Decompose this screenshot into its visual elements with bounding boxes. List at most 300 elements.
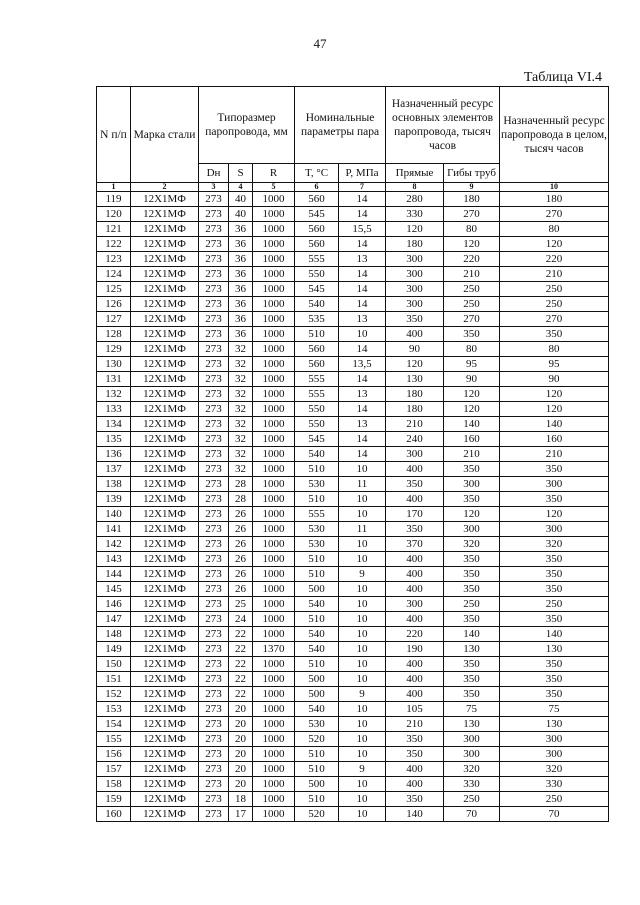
table-cell: 36: [229, 327, 253, 342]
table-cell: 560: [295, 342, 339, 357]
table-cell: 273: [199, 672, 229, 687]
table-cell: 273: [199, 582, 229, 597]
table-cell: 136: [97, 447, 131, 462]
table-cell: 1000: [253, 237, 295, 252]
table-row: [97, 507, 609, 522]
table-cell: 210: [386, 717, 444, 732]
table-row: [97, 417, 609, 432]
table-cell: 160: [444, 432, 500, 447]
table-cell: 10: [339, 672, 386, 687]
table-cell: 273: [199, 537, 229, 552]
table-row: [97, 612, 609, 627]
page-number: 47: [313, 36, 327, 51]
table-cell: 400: [386, 552, 444, 567]
table-cell: 350: [444, 567, 500, 582]
table-cell: 300: [444, 522, 500, 537]
table-row: [97, 432, 609, 447]
table-cell: 300: [386, 597, 444, 612]
table-cell: 26: [229, 582, 253, 597]
table-cell: 147: [97, 612, 131, 627]
table-cell: 273: [199, 402, 229, 417]
table-cell: 273: [199, 507, 229, 522]
table-cell: 273: [199, 687, 229, 702]
table-cell: 130: [386, 372, 444, 387]
table-cell: 120: [444, 507, 500, 522]
header-size: Типоразмер паропровода, мм: [199, 87, 295, 164]
table-cell: 555: [295, 372, 339, 387]
table-cell: 154: [97, 717, 131, 732]
table-cell: 10: [339, 627, 386, 642]
table-row: [97, 807, 609, 822]
table-cell: 540: [295, 297, 339, 312]
table-cell: 330: [500, 777, 609, 792]
table-cell: 273: [199, 627, 229, 642]
table-cell: 210: [444, 447, 500, 462]
table-cell: 120: [500, 387, 609, 402]
table-cell: 350: [386, 522, 444, 537]
table-cell: 135: [97, 432, 131, 447]
table-cell: 146: [97, 597, 131, 612]
table-cell: 157: [97, 762, 131, 777]
table-cell: 12Х1МФ: [131, 327, 199, 342]
table-cell: 350: [444, 327, 500, 342]
table-cell: 350: [444, 612, 500, 627]
table-cell: 1000: [253, 372, 295, 387]
table-cell: 530: [295, 477, 339, 492]
table-cell: 13: [339, 252, 386, 267]
table-cell: 120: [500, 237, 609, 252]
table-cell: 36: [229, 312, 253, 327]
table-cell: 10: [339, 597, 386, 612]
table-cell: 36: [229, 267, 253, 282]
table-cell: 1000: [253, 687, 295, 702]
table-cell: 350: [500, 552, 609, 567]
table-cell: 20: [229, 702, 253, 717]
table-cell: 1370: [253, 642, 295, 657]
table-cell: 14: [339, 237, 386, 252]
table-cell: 1000: [253, 567, 295, 582]
table-cell: 36: [229, 297, 253, 312]
table-cell: 20: [229, 747, 253, 762]
table-cell: 510: [295, 747, 339, 762]
table-cell: 1000: [253, 612, 295, 627]
table-cell: 220: [386, 627, 444, 642]
table-cell: 1000: [253, 207, 295, 222]
table-cell: 400: [386, 672, 444, 687]
table-cell: 10: [339, 612, 386, 627]
column-number: 8: [386, 183, 444, 192]
table-cell: 350: [386, 312, 444, 327]
table-row: [97, 777, 609, 792]
table-cell: 12Х1МФ: [131, 207, 199, 222]
table-cell: 273: [199, 252, 229, 267]
table-cell: 130: [444, 717, 500, 732]
table-cell: 273: [199, 312, 229, 327]
table-cell: 273: [199, 492, 229, 507]
table-cell: 12Х1МФ: [131, 582, 199, 597]
table-cell: 300: [500, 732, 609, 747]
table-row: [97, 492, 609, 507]
table-cell: 540: [295, 447, 339, 462]
table-cell: 32: [229, 417, 253, 432]
table-cell: 350: [444, 552, 500, 567]
table-cell: 130: [500, 642, 609, 657]
table-cell: 273: [199, 237, 229, 252]
table-cell: 12Х1МФ: [131, 792, 199, 807]
table-cell: 500: [295, 672, 339, 687]
table-cell: 545: [295, 282, 339, 297]
table-cell: 300: [500, 522, 609, 537]
table-cell: 350: [386, 732, 444, 747]
table-cell: 350: [444, 582, 500, 597]
table-row: [97, 207, 609, 222]
table-cell: 273: [199, 342, 229, 357]
table-cell: 180: [386, 402, 444, 417]
table-cell: 400: [386, 657, 444, 672]
table-cell: 500: [295, 687, 339, 702]
table-cell: 1000: [253, 192, 295, 207]
table-cell: 270: [444, 312, 500, 327]
table-cell: 12Х1МФ: [131, 312, 199, 327]
table-cell: 560: [295, 192, 339, 207]
table-cell: 140: [386, 807, 444, 822]
table-cell: 9: [339, 762, 386, 777]
table-cell: 220: [444, 252, 500, 267]
table-cell: 140: [444, 627, 500, 642]
table-cell: 132: [97, 387, 131, 402]
table-cell: 13: [339, 312, 386, 327]
table-cell: 400: [386, 612, 444, 627]
column-number: 6: [295, 183, 339, 192]
table-cell: 1000: [253, 552, 295, 567]
table-cell: 95: [500, 357, 609, 372]
table-cell: 350: [386, 792, 444, 807]
table-cell: 1000: [253, 582, 295, 597]
column-number: 1: [97, 183, 131, 192]
table-cell: 144: [97, 567, 131, 582]
table-cell: 13: [339, 387, 386, 402]
table-cell: 540: [295, 702, 339, 717]
table-cell: 1000: [253, 417, 295, 432]
table-cell: 36: [229, 252, 253, 267]
table-cell: 350: [500, 492, 609, 507]
table-cell: 10: [339, 642, 386, 657]
table-cell: 10: [339, 492, 386, 507]
table-cell: 32: [229, 447, 253, 462]
table-cell: 300: [386, 447, 444, 462]
table-cell: 530: [295, 717, 339, 732]
table-cell: 250: [500, 597, 609, 612]
table-cell: 26: [229, 537, 253, 552]
table-cell: 20: [229, 732, 253, 747]
table-cell: 273: [199, 747, 229, 762]
table-cell: 350: [444, 492, 500, 507]
table-row: [97, 462, 609, 477]
table-cell: 14: [339, 207, 386, 222]
table-cell: 300: [386, 282, 444, 297]
table-cell: 10: [339, 657, 386, 672]
table-cell: 15,5: [339, 222, 386, 237]
header-r: R: [253, 164, 295, 183]
table-row: [97, 312, 609, 327]
table-cell: 152: [97, 687, 131, 702]
table-cell: 120: [444, 402, 500, 417]
table-row: [97, 372, 609, 387]
table-cell: 145: [97, 582, 131, 597]
table-cell: 273: [199, 552, 229, 567]
table-cell: 320: [500, 537, 609, 552]
table-cell: 250: [444, 297, 500, 312]
table-cell: 12Х1МФ: [131, 372, 199, 387]
table-cell: 320: [444, 537, 500, 552]
table-cell: 250: [500, 297, 609, 312]
table-cell: 555: [295, 387, 339, 402]
table-cell: 12Х1МФ: [131, 717, 199, 732]
table-cell: 350: [500, 657, 609, 672]
table-cell: 148: [97, 627, 131, 642]
table-cell: 273: [199, 327, 229, 342]
table-cell: 130: [97, 357, 131, 372]
table-cell: 500: [295, 777, 339, 792]
table-cell: 1000: [253, 357, 295, 372]
table-cell: 123: [97, 252, 131, 267]
table-cell: 14: [339, 192, 386, 207]
column-number: 5: [253, 183, 295, 192]
table-cell: 12Х1МФ: [131, 237, 199, 252]
table-cell: 32: [229, 402, 253, 417]
table-row: [97, 747, 609, 762]
table-cell: 270: [444, 207, 500, 222]
table-cell: 535: [295, 312, 339, 327]
column-numbers-row: [97, 183, 609, 192]
table-cell: 22: [229, 672, 253, 687]
table-cell: 400: [386, 492, 444, 507]
table-cell: 510: [295, 462, 339, 477]
table-cell: 36: [229, 222, 253, 237]
table-cell: 400: [386, 327, 444, 342]
table-cell: 300: [444, 747, 500, 762]
table-row: [97, 237, 609, 252]
table-row: [97, 387, 609, 402]
table-row: [97, 342, 609, 357]
table-cell: 119: [97, 192, 131, 207]
table-cell: 22: [229, 657, 253, 672]
table-cell: 126: [97, 297, 131, 312]
table-cell: 127: [97, 312, 131, 327]
table-cell: 12Х1МФ: [131, 642, 199, 657]
table-cell: 273: [199, 372, 229, 387]
table-cell: 25: [229, 597, 253, 612]
table-cell: 273: [199, 762, 229, 777]
table-cell: 273: [199, 717, 229, 732]
table-cell: 1000: [253, 447, 295, 462]
table-cell: 12Х1МФ: [131, 807, 199, 822]
table-row: [97, 447, 609, 462]
table-cell: 210: [500, 267, 609, 282]
table-cell: 70: [500, 807, 609, 822]
table-cell: 273: [199, 612, 229, 627]
table-cell: 550: [295, 267, 339, 282]
header-p: P, МПа: [339, 164, 386, 183]
header-resource-elements: Назначенный ресурс основных элементов паропровода, тысяч часов: [386, 87, 500, 164]
table-cell: 14: [339, 402, 386, 417]
table-cell: 10: [339, 732, 386, 747]
table-cell: 273: [199, 207, 229, 222]
table-cell: 540: [295, 597, 339, 612]
table-cell: 400: [386, 462, 444, 477]
table-cell: 330: [444, 777, 500, 792]
table-cell: 1000: [253, 627, 295, 642]
table-cell: 12Х1МФ: [131, 282, 199, 297]
table-cell: 400: [386, 777, 444, 792]
table-cell: 190: [386, 642, 444, 657]
table-cell: 10: [339, 702, 386, 717]
table-cell: 1000: [253, 717, 295, 732]
table-cell: 12Х1МФ: [131, 462, 199, 477]
table-cell: 14: [339, 267, 386, 282]
table-cell: 270: [500, 207, 609, 222]
table-cell: 510: [295, 612, 339, 627]
table-row: [97, 792, 609, 807]
table-cell: 12Х1МФ: [131, 687, 199, 702]
table-cell: 122: [97, 237, 131, 252]
table-cell: 273: [199, 597, 229, 612]
table-row: [97, 597, 609, 612]
table-row: [97, 297, 609, 312]
table-row: [97, 267, 609, 282]
table-cell: 40: [229, 207, 253, 222]
table-cell: 350: [386, 477, 444, 492]
table-cell: 370: [386, 537, 444, 552]
table-cell: 273: [199, 657, 229, 672]
table-cell: 10: [339, 552, 386, 567]
table-cell: 1000: [253, 672, 295, 687]
column-number: 3: [199, 183, 229, 192]
table-cell: 510: [295, 552, 339, 567]
table-cell: 1000: [253, 522, 295, 537]
table-cell: 133: [97, 402, 131, 417]
table-cell: 300: [444, 477, 500, 492]
table-cell: 75: [444, 702, 500, 717]
header-steel: Марка стали: [131, 87, 199, 183]
table-cell: 120: [386, 357, 444, 372]
table-cell: 26: [229, 522, 253, 537]
table-row: [97, 717, 609, 732]
table-cell: 12Х1МФ: [131, 762, 199, 777]
table-cell: 32: [229, 342, 253, 357]
table-cell: 270: [500, 312, 609, 327]
table-cell: 250: [500, 792, 609, 807]
table-cell: 1000: [253, 492, 295, 507]
table-cell: 300: [386, 252, 444, 267]
table-cell: 14: [339, 447, 386, 462]
table-cell: 32: [229, 372, 253, 387]
table-cell: 240: [386, 432, 444, 447]
table-cell: 128: [97, 327, 131, 342]
table-cell: 1000: [253, 777, 295, 792]
table-cell: 95: [444, 357, 500, 372]
table-cell: 350: [500, 567, 609, 582]
header-nominal: Номинальные параметры пара: [295, 87, 386, 164]
table-cell: 12Х1МФ: [131, 477, 199, 492]
table-cell: 32: [229, 432, 253, 447]
table-cell: 1000: [253, 342, 295, 357]
table-row: [97, 687, 609, 702]
table-row: [97, 657, 609, 672]
table-cell: 1000: [253, 432, 295, 447]
table-cell: 350: [500, 687, 609, 702]
table-cell: 36: [229, 282, 253, 297]
table-cell: 273: [199, 522, 229, 537]
table-cell: 520: [295, 807, 339, 822]
table-cell: 12Х1МФ: [131, 402, 199, 417]
table-cell: 137: [97, 462, 131, 477]
table-cell: 550: [295, 402, 339, 417]
table-row: [97, 537, 609, 552]
table-cell: 1000: [253, 282, 295, 297]
column-number: 9: [444, 183, 500, 192]
table-cell: 138: [97, 477, 131, 492]
table-row: [97, 672, 609, 687]
table-cell: 14: [339, 432, 386, 447]
table-cell: 12Х1МФ: [131, 342, 199, 357]
column-number: 2: [131, 183, 199, 192]
table-cell: 273: [199, 777, 229, 792]
table-cell: 158: [97, 777, 131, 792]
table-cell: 14: [339, 372, 386, 387]
table-cell: 350: [444, 672, 500, 687]
table-cell: 1000: [253, 762, 295, 777]
table-cell: 22: [229, 687, 253, 702]
table-cell: 530: [295, 537, 339, 552]
table-cell: 11: [339, 522, 386, 537]
table-cell: 1000: [253, 327, 295, 342]
table-cell: 155: [97, 732, 131, 747]
table-cell: 545: [295, 432, 339, 447]
table-cell: 210: [500, 447, 609, 462]
table-cell: 560: [295, 237, 339, 252]
table-cell: 300: [500, 747, 609, 762]
table-cell: 273: [199, 297, 229, 312]
table-cell: 28: [229, 492, 253, 507]
header-straight: Прямые: [386, 164, 444, 183]
table-cell: 80: [500, 222, 609, 237]
table-cell: 131: [97, 372, 131, 387]
table-cell: 28: [229, 477, 253, 492]
table-cell: 13: [339, 417, 386, 432]
table-row: [97, 732, 609, 747]
table-cell: 280: [386, 192, 444, 207]
table-cell: 273: [199, 282, 229, 297]
table-cell: 400: [386, 567, 444, 582]
table-cell: 273: [199, 702, 229, 717]
table-cell: 500: [295, 582, 339, 597]
table-cell: 510: [295, 657, 339, 672]
table-cell: 273: [199, 462, 229, 477]
table-cell: 140: [97, 507, 131, 522]
table-row: [97, 642, 609, 657]
table-cell: 1000: [253, 402, 295, 417]
table-cell: 160: [97, 807, 131, 822]
table-cell: 12Х1МФ: [131, 552, 199, 567]
table-cell: 300: [386, 297, 444, 312]
table-cell: 273: [199, 267, 229, 282]
table-cell: 320: [444, 762, 500, 777]
table-cell: 1000: [253, 792, 295, 807]
table-cell: 12Х1МФ: [131, 267, 199, 282]
table-cell: 350: [500, 672, 609, 687]
table-cell: 12Х1МФ: [131, 702, 199, 717]
